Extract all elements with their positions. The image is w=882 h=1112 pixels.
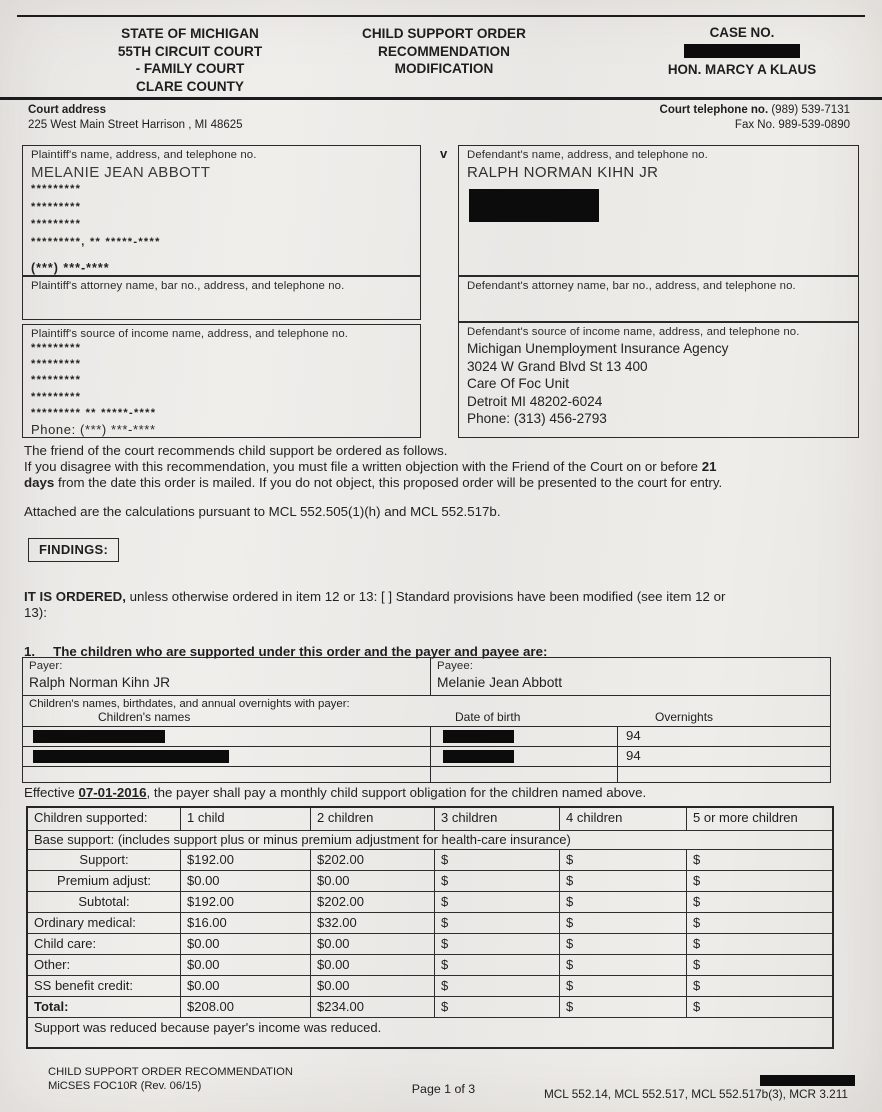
child-row [23, 727, 830, 747]
court-phone-line [660, 103, 850, 118]
support-value: $ [686, 933, 832, 954]
support-header-cell: 3 children [434, 808, 559, 830]
state-line: STATE OF MICHIGAN [121, 26, 259, 41]
support-value: $ [559, 996, 686, 1017]
county-line: CLARE COUNTY [136, 78, 244, 94]
item1-number: 1. [24, 644, 36, 659]
court-address-label: Court address [28, 104, 106, 116]
versus-label: v [440, 146, 448, 161]
attached-calculations-line: Attached are the calculations pursuant to MCL 552.505(1)(h) and MCL 552.517b. [24, 504, 501, 519]
row-label-ordinary-medical: Ordinary medical: [28, 912, 180, 933]
support-value: $234.00 [310, 996, 434, 1017]
footer-form-number: MiCSES FOC10R (Rev. 06/15) [48, 1079, 202, 1092]
row-label-child-care: Child care: [28, 933, 180, 954]
plaintiff-address-line: ********* [31, 218, 82, 230]
defendant-name-box [458, 145, 859, 276]
support-value: $ [434, 891, 559, 912]
court-name-block [55, 25, 325, 95]
payer-cell [23, 658, 431, 695]
support-value: $202.00 [310, 891, 434, 912]
court-address-block [28, 103, 243, 132]
intro-line2-pre: If you disagree with this recommendation, you must file a written objection with the Friend of the Court on or before [24, 459, 702, 475]
form-title-line3: MODIFICATION [394, 61, 494, 76]
plaintiff-name-box [22, 145, 421, 276]
child-dob-cell [431, 747, 618, 766]
support-value: $ [434, 954, 559, 975]
support-value: $ [559, 870, 686, 891]
payee-name: Melanie Jean Abbott [437, 675, 563, 690]
support-value: $ [434, 975, 559, 996]
court-phone-label: Court telephone no. [659, 104, 769, 116]
child-dob-cell [431, 727, 618, 746]
support-value: $ [434, 996, 559, 1017]
defendant-income-box [458, 322, 859, 438]
header-divider-rule [0, 97, 882, 100]
row-label-support: Support: [28, 849, 180, 870]
support-value: $16.00 [180, 912, 310, 933]
support-value: $0.00 [180, 975, 310, 996]
court-address: 225 West Main Street Harrison , MI 48625 [28, 118, 243, 131]
support-value: $0.00 [180, 933, 310, 954]
support-value: $ [686, 996, 832, 1017]
intro-paragraph [24, 443, 866, 492]
plaintiff-phone: (***) ***-**** [31, 261, 110, 275]
it-is-ordered-line2: 13): [24, 605, 47, 621]
top-rule [17, 15, 865, 17]
support-value: $ [686, 849, 832, 870]
support-value: $202.00 [310, 849, 434, 870]
plaintiff-income-line: ********* [31, 390, 82, 403]
col-header-date-of-birth: Date of birth [455, 710, 521, 724]
support-value: $ [434, 849, 559, 870]
item1-title: The children who are supported under this order and the payer and payee are: [53, 644, 548, 659]
defendant-income-line: Detroit MI 48202-6024 [467, 393, 603, 409]
support-value: $ [686, 975, 832, 996]
plaintiff-name: MELANIE JEAN ABBOTT [31, 164, 211, 181]
redaction-child-dob [443, 750, 514, 763]
payee-label: Payee: [437, 660, 474, 672]
payer-payee-row [23, 658, 830, 696]
support-value: $ [686, 912, 832, 933]
plaintiff-income-label: Plaintiff's source of income name, address, and telephone no. [31, 328, 349, 340]
defendant-income-lines [467, 340, 850, 428]
support-value: $ [559, 954, 686, 975]
plaintiff-box-label: Plaintiff's name, address, and telephone no. [31, 149, 257, 161]
defendant-attorney-label: Defendant's attorney name, bar no., address, and telephone no. [467, 280, 796, 292]
support-value: $0.00 [310, 954, 434, 975]
support-value: $0.00 [310, 870, 434, 891]
row-label-ss-benefit-credit: SS benefit credit: [28, 975, 180, 996]
redaction-child-dob [443, 730, 514, 743]
child-overnights-cell: 94 [626, 748, 641, 763]
footer-citations: MCL 552.14, MCL 552.517, MCL 552.517b(3), MCR 3.211 [543, 1087, 848, 1101]
case-no-label: CASE NO. [709, 25, 775, 40]
it-is-ordered-paragraph [24, 589, 872, 621]
plaintiff-income-phone: Phone: (***) ***-**** [31, 422, 156, 438]
findings-label: FINDINGS: [39, 542, 109, 557]
plaintiff-income-line: ********* ** *****-**** [31, 406, 157, 419]
it-is-ordered-bold: IT IS ORDERED, [24, 589, 126, 604]
support-header-cell: 5 or more children [686, 808, 832, 830]
defendant-income-line: Michigan Unemployment Insurance Agency [467, 341, 729, 356]
col-header-overnights: Overnights [655, 710, 714, 724]
support-value: $208.00 [180, 996, 310, 1017]
form-title-line1: CHILD SUPPORT ORDER [362, 26, 526, 41]
case-block [618, 25, 866, 78]
plaintiff-attorney-label: Plaintiff's attorney name, bar no., address, and telephone no. [31, 280, 345, 292]
plaintiff-income-line: ********* [31, 358, 82, 371]
child-overnights-cell: 94 [626, 728, 641, 743]
plaintiff-address-line: ********* [31, 200, 82, 213]
plaintiff-income-line: ********* [31, 374, 82, 387]
plaintiff-attorney-box [22, 276, 421, 320]
effective-line [24, 785, 866, 801]
col-header-children-names: Children's names [98, 710, 191, 724]
support-header-cell: 4 children [559, 808, 686, 830]
support-value: $192.00 [180, 891, 310, 912]
effective-post: , the payer shall pay a monthly child support obligation for the children named above. [146, 785, 647, 800]
support-header-cell: Children supported: [34, 810, 148, 825]
children-table-caption: Children's names, birthdates, and annual overnights with payer: [29, 698, 350, 710]
child-name-cell [23, 727, 431, 746]
support-header-cell: 1 child [180, 808, 310, 830]
defendant-income-label: Defendant's source of income name, address, and telephone no. [467, 326, 800, 338]
support-value: $ [559, 849, 686, 870]
support-value: $ [559, 891, 686, 912]
children-table-headers [23, 710, 830, 727]
support-value: $ [686, 891, 832, 912]
intro-days-bold-2: days [24, 475, 55, 491]
plaintiff-address-line: ********* [31, 183, 82, 195]
child-name-cell [23, 767, 431, 782]
defendant-income-line: Care Of Foc Unit [467, 376, 569, 392]
redaction-child-name [33, 750, 229, 763]
defendant-name: RALPH NORMAN KIHN JR [467, 164, 659, 181]
effective-pre: Effective [24, 785, 79, 800]
judge-name: HON. MARCY A KLAUS [667, 62, 817, 77]
support-value: $0.00 [180, 954, 310, 975]
support-value: $ [434, 870, 559, 891]
plaintiff-income-line: ********* [31, 342, 82, 354]
payee-cell [431, 658, 830, 695]
defendant-attorney-box [458, 276, 859, 322]
child-overnights-cell [618, 767, 830, 782]
form-title-line2: RECOMMENDATION [378, 43, 510, 59]
child-row [23, 747, 830, 767]
effective-date: 07-01-2016 [78, 785, 147, 800]
redaction-child-name [33, 730, 165, 743]
intro-line2-post: from the date this order is mailed. If you do not object, this proposed order will be presented to the court for entry. [54, 475, 723, 491]
intro-days-bold-1: 21 [701, 459, 717, 475]
plaintiff-income-box [22, 324, 421, 438]
children-table [22, 657, 831, 783]
footer-form-id-block [48, 1066, 293, 1094]
court-phone-block [660, 103, 850, 132]
row-label-total: Total: [28, 996, 180, 1017]
footer-page-number: Page 1 of 3 [411, 1082, 476, 1096]
defendant-income-line: Phone: (313) 456-2793 [467, 411, 607, 427]
child-row-empty [23, 767, 830, 782]
form-title-block [303, 25, 585, 78]
support-value: $ [559, 912, 686, 933]
support-value: $ [434, 912, 559, 933]
support-value: $0.00 [310, 933, 434, 954]
row-label-subtotal: Subtotal: [28, 891, 180, 912]
defendant-income-line: 3024 W Grand Blvd St 13 400 [467, 358, 648, 374]
support-value: $0.00 [180, 870, 310, 891]
it-is-ordered-rest: unless otherwise ordered in item 12 or 13: [ ] Standard provisions have been modified (see item 12 or [125, 589, 726, 604]
payer-label: Payer: [29, 660, 63, 672]
intro-line1: The friend of the court recommends child support be ordered as follows. [24, 443, 448, 458]
support-value: $ [686, 954, 832, 975]
support-value: $ [559, 933, 686, 954]
redaction-footer [760, 1075, 855, 1086]
circuit-line: 55TH CIRCUIT COURT [117, 43, 263, 59]
base-support-note: Base support: (includes support plus or minus premium adjustment for health-care insurance) [28, 830, 832, 849]
findings-box [28, 538, 119, 562]
support-value: $0.00 [310, 975, 434, 996]
support-value: $ [559, 975, 686, 996]
support-reduced-note: Support was reduced because payer's income was reduced. [28, 1017, 832, 1047]
redaction-defendant-address [469, 189, 599, 222]
child-dob-cell [431, 767, 618, 782]
plaintiff-address-line: *********, ** *****-**** [31, 235, 161, 248]
redaction-case-number [684, 44, 800, 58]
support-value: $ [434, 933, 559, 954]
child-name-cell [23, 747, 431, 766]
court-fax: Fax No. 989-539-0890 [734, 118, 850, 131]
support-obligation-table [26, 806, 834, 1049]
support-value: $32.00 [310, 912, 434, 933]
family-court-line: - FAMILY COURT [135, 61, 245, 76]
support-value: $ [686, 870, 832, 891]
footer-form-title: CHILD SUPPORT ORDER RECOMMENDATION [48, 1066, 293, 1078]
row-label-premium-adjust: Premium adjust: [28, 870, 180, 891]
row-label-other: Other: [28, 954, 180, 975]
support-header-cell: 2 children [310, 808, 434, 830]
payer-name: Ralph Norman Kihn JR [29, 675, 171, 690]
support-value: $192.00 [180, 849, 310, 870]
defendant-box-label: Defendant's name, address, and telephone no. [467, 149, 708, 161]
court-phone-number: (989) 539-7131 [768, 104, 850, 116]
